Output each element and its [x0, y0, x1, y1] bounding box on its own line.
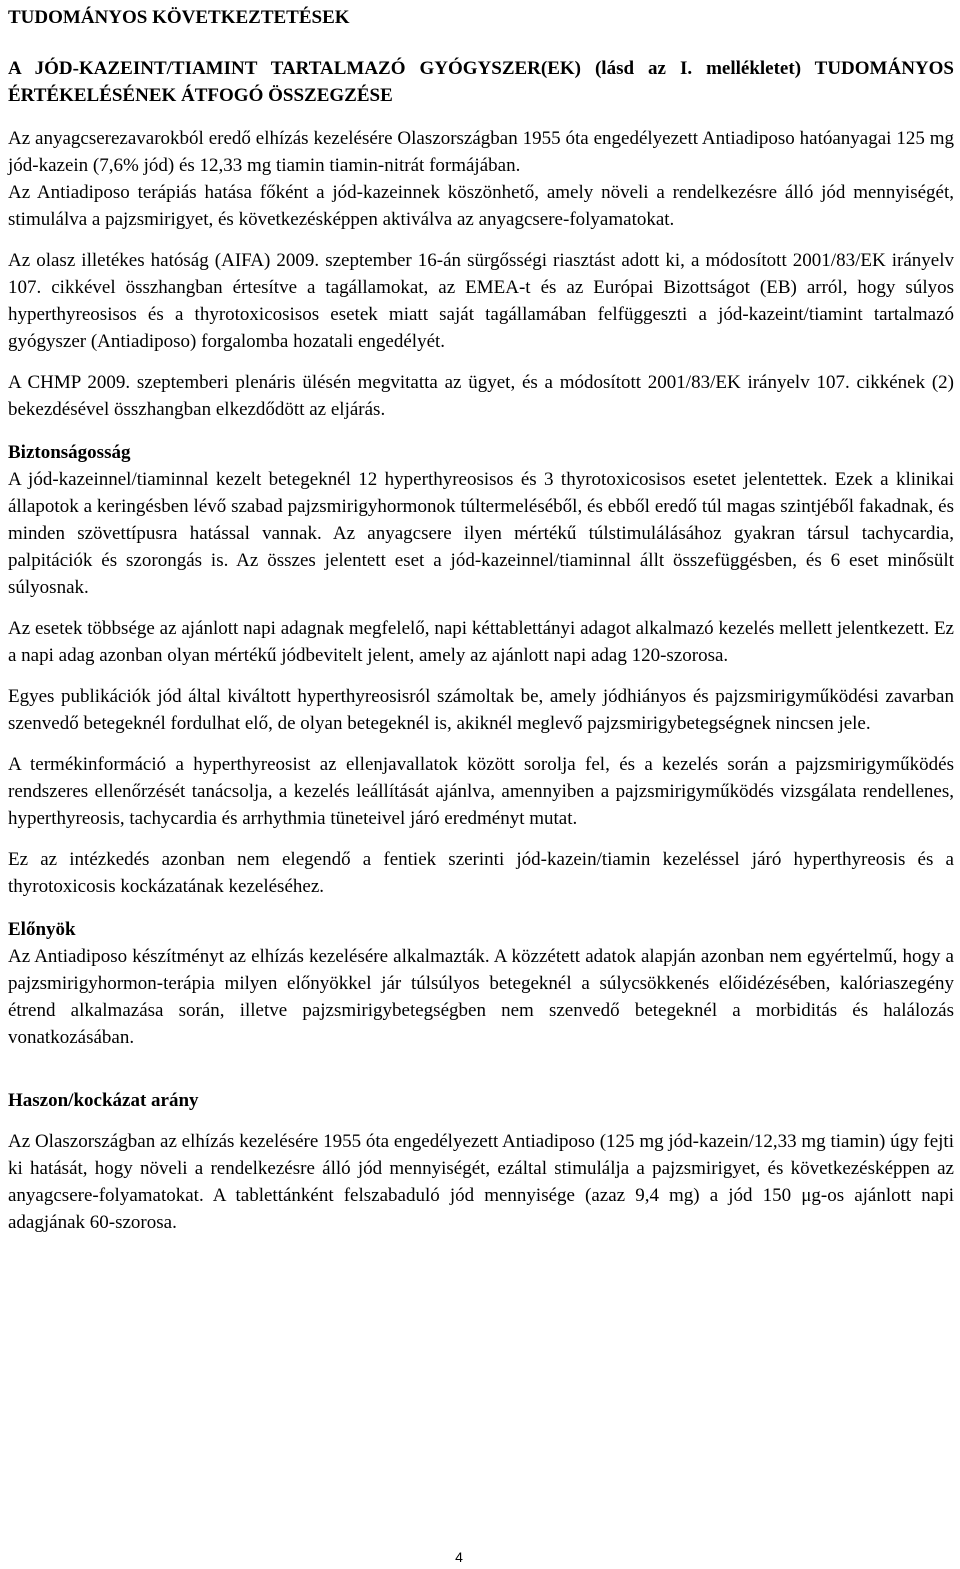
intro-paragraph-1: Az anyagcserezavarokból eredő elhízás kezelésére Olaszországban 1955 óta engedélyezett Antiadiposo hatóanyagai 125 mg jód-kazein (7,6% jód) és 12,33 mg tiamin tiamin-nitrát formájában. — [8, 128, 954, 176]
safety-paragraph-5: Ez az intézkedés azonban nem elegendő a fentiek szerinti jód-kazein/tiamin kezeléssel járó hyperthyreosis és a thyrotoxicosis kockázatának kezeléséhez. — [8, 849, 954, 897]
page-title: TUDOMÁNYOS KÖVETKEZTETÉSEK — [8, 7, 350, 28]
safety-paragraph-2: Az esetek többsége az ajánlott napi adagnak megfelelő, napi kéttablettányi adagot alkalmazó kezelés mellett jelentkezett. Ez a napi adag azonban olyan mértékű jódbevitelt jelent, amely az ajánlott napi adag 120-szorosa. — [8, 618, 954, 666]
benefit-risk-heading: Haszon/kockázat arány — [8, 1090, 199, 1111]
intro-paragraph-2: Az Antiadiposo terápiás hatása főként a jód-kazeinnek köszönhető, amely növeli a rendelkezésre álló jód mennyiségét, stimulálva a pajzsmirigyet, és következésképpen aktiválva az anyagcsere-folyamatokat. — [8, 182, 954, 230]
safety-heading: Biztonságosság — [8, 442, 131, 463]
safety-paragraph-1: A jód-kazeinnel/tiaminnal kezelt betegeknél 12 hyperthyreosisos és 3 thyrotoxicosisos esetet jelentettek. Ezek a klinikai állapotok a keringésben lévő szabad pajzsmirigyhormonok túltermeléséből, és ebből eredő túl magas szintjéből fakadnak, és minden szövettípusra hatással vannak. Az anyagcsere ilyen mértékű túlstimulálásához gyakran társul tachycardia, palpitációk és szorongás is. Az összes jelentett eset a jód-kazeinnel/tiaminnal állt összefüggésben, és 6 eset minősült súlyosnak. — [8, 469, 954, 598]
document-page — [8, 0, 954, 1236]
benefits-heading: Előnyök — [8, 919, 76, 940]
benefits-paragraph: Az Antiadiposo készítményt az elhízás kezelésére alkalmazták. A közzétett adatok alapján azonban nem egyértelmű, hogy a pajzsmirigyhormon-terápia milyen előnyökkel jár túlsúlyos betegeknél a súlycsökkenés előidézésében, kalóriaszegény étrend alkalmazása során, illetve pajzsmirigybetegségben nem szenvedő betegeknél a morbiditás és halálozás vonatkozásában. — [8, 946, 954, 1048]
chmp-paragraph: A CHMP 2009. szeptemberi plenáris ülésén megvitatta az ügyet, és a módosított 2001/83/EK irányelv 107. cikkének (2) bekezdésével összhangban elkezdődött az eljárás. — [8, 372, 954, 420]
safety-paragraph-3: Egyes publikációk jód által kiváltott hyperthyreosisról számoltak be, amely jódhiányos és pajzsmirigyműködési zavarban szenvedő betegeknél fordulhat elő, de olyan betegeknél is, akiknél meglevő pajzsmirigybetegségnek nincsen jele. — [8, 686, 954, 734]
benefit-risk-paragraph: Az Olaszországban az elhízás kezelésére 1955 óta engedélyezett Antiadiposo (125 mg jód-kazein/12,33 mg tiamin) úgy fejti ki hatását, hogy növeli a rendelkezésre álló jód mennyiségét, ezáltal stimulálja a pajzsmirigyet, és következésképpen az anyagcsere-folyamatokat. A tablettánként felszabaduló jód mennyisége (azaz 9,4 mg) a jód 150 μg-os ajánlott napi adagjának 60-szorosa. — [8, 1131, 954, 1233]
section-subtitle: A JÓD-KAZEINT/TIAMINT TARTALMAZÓ GYÓGYSZER(EK) (lásd az I. mellékletet) TUDOMÁNYOS ÉRTÉKELÉSÉNEK ÁTFOGÓ ÖSSZEGZÉSE — [8, 58, 954, 106]
page-number: 4 — [455, 1549, 463, 1565]
aifa-paragraph: Az olasz illetékes hatóság (AIFA) 2009. szeptember 16-án sürgősségi riasztást adott ki, a módosított 2001/83/EK irányelv 107. cikkével összhangban értesítve a tagállamokat, az EMEA-t és az Európai Bizottságot (EB) arról, hogy súlyos hyperthyreosisos és a thyrotoxicosisos esetek miatt saját tagállamában felfüggeszti a jód-kazeint/tiamint tartalmazó gyógyszer (Antiadiposo) forgalomba hozatali engedélyét. — [8, 250, 954, 352]
safety-paragraph-4: A termékinformáció a hyperthyreosist az ellenjavallatok között sorolja fel, és a kezelés során a pajzsmirigyműködés rendszeres ellenőrzését tanácsolja, a kezelés leállítását ajánlva, amennyiben a pajzsmirigyműködés vizsgálata rendellenes, hyperthyreosis, tachycardia és arrhythmia tüneteivel járó eredményt mutat. — [8, 754, 954, 829]
